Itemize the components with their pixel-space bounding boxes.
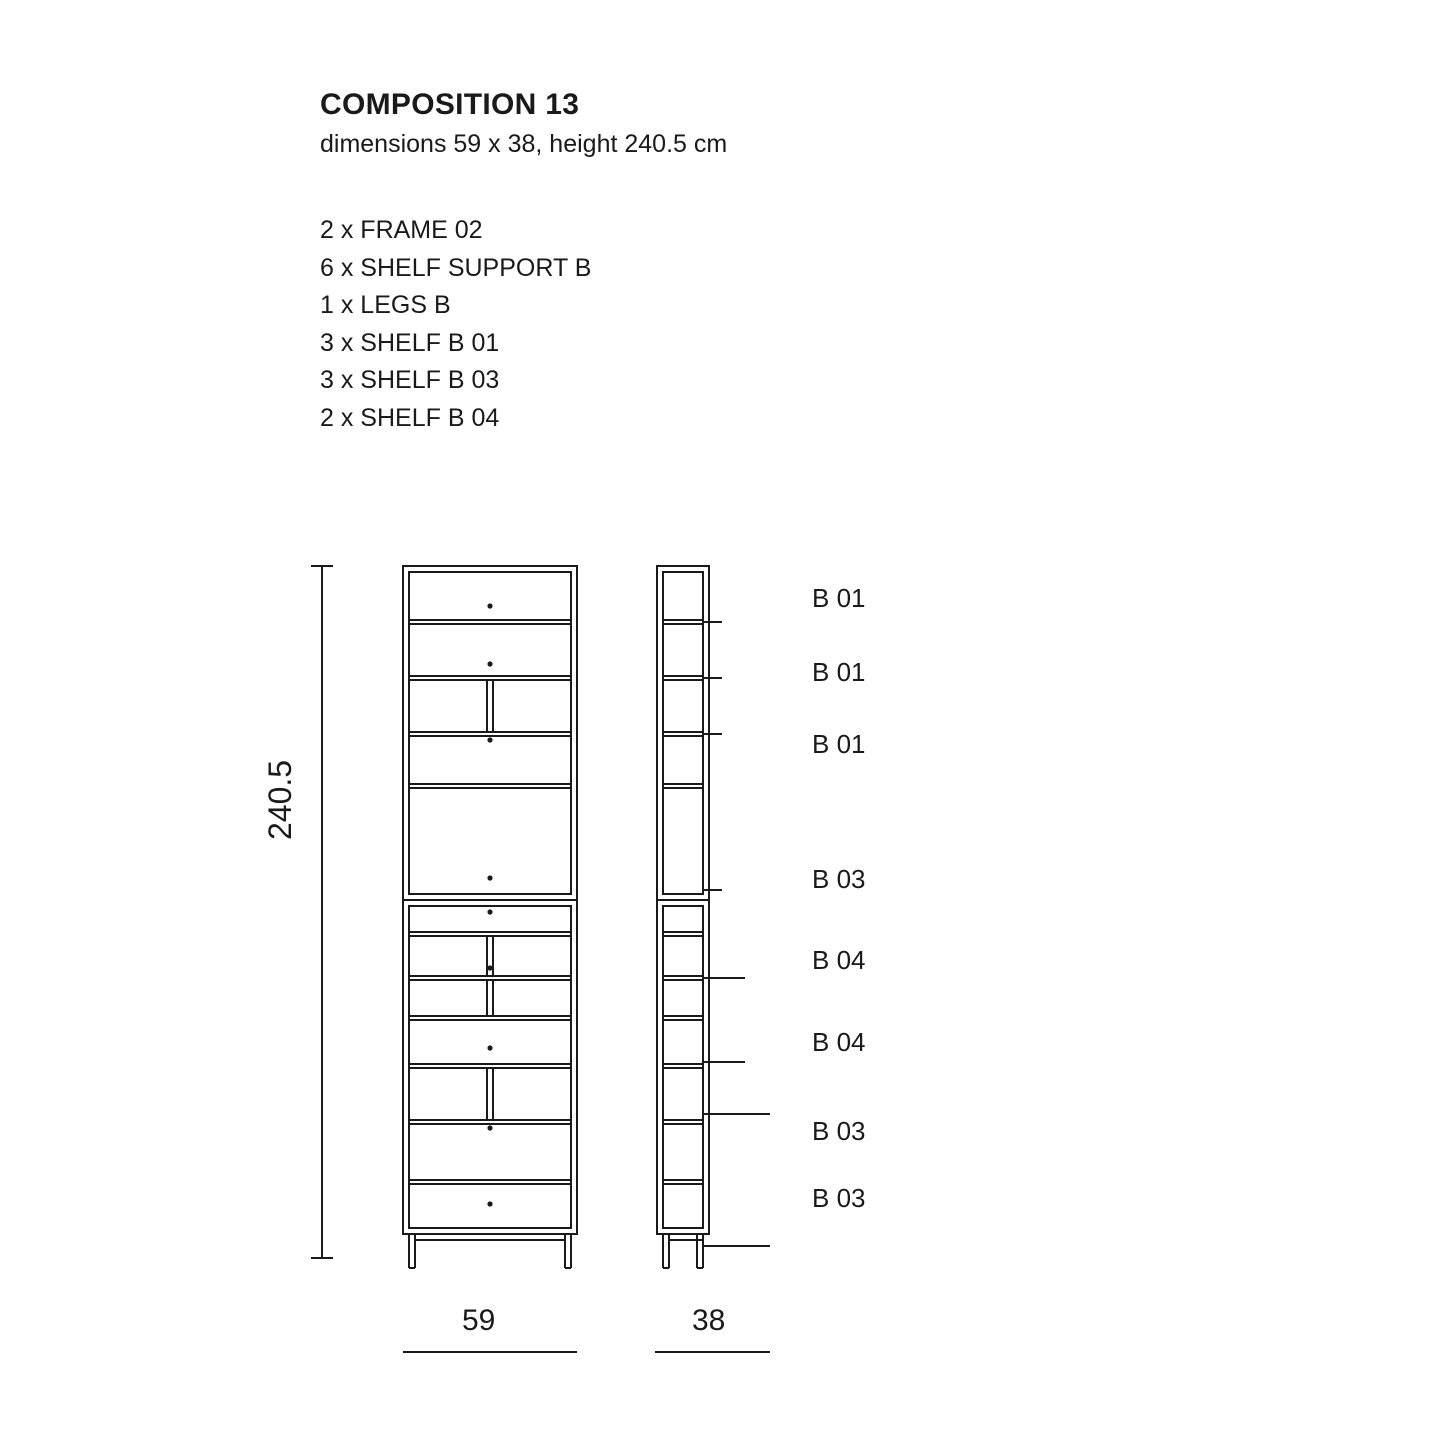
height-dimension-line <box>311 566 333 1258</box>
side-elevation <box>657 566 709 1268</box>
parts-list-item: 6 x SHELF SUPPORT B <box>320 253 592 282</box>
parts-list-item: 3 x SHELF B 03 <box>320 366 500 394</box>
shelf-label: B 01 <box>812 657 866 687</box>
shelf-label: B 03 <box>812 1116 866 1146</box>
front-width-dimension-label: 59 <box>462 1304 496 1337</box>
parts-list-item: 2 x SHELF B 04 <box>320 403 500 432</box>
parts-list-item: 3 x SHELF B 01 <box>320 328 500 357</box>
label-leader-lines <box>703 622 770 1246</box>
shelf-label: B 04 <box>812 1027 866 1057</box>
parts-list-item: 1 x LEGS B <box>320 291 451 319</box>
page-subtitle: dimensions 59 x 38, height 240.5 cm <box>320 130 728 158</box>
shelf-label: B 03 <box>812 864 866 894</box>
legs <box>409 1234 571 1268</box>
side-width-dimension-label: 38 <box>692 1304 726 1337</box>
shelf-label: B 01 <box>812 583 866 613</box>
page-title: COMPOSITION 13 <box>320 88 580 121</box>
shelf-label: B 01 <box>812 729 866 759</box>
shelf-label: B 03 <box>812 1183 866 1213</box>
parts-list-item: 2 x FRAME 02 <box>320 216 483 244</box>
height-dimension-label: 240.5 <box>262 759 298 840</box>
shelf-label: B 04 <box>812 945 866 975</box>
front-elevation <box>403 566 577 1268</box>
